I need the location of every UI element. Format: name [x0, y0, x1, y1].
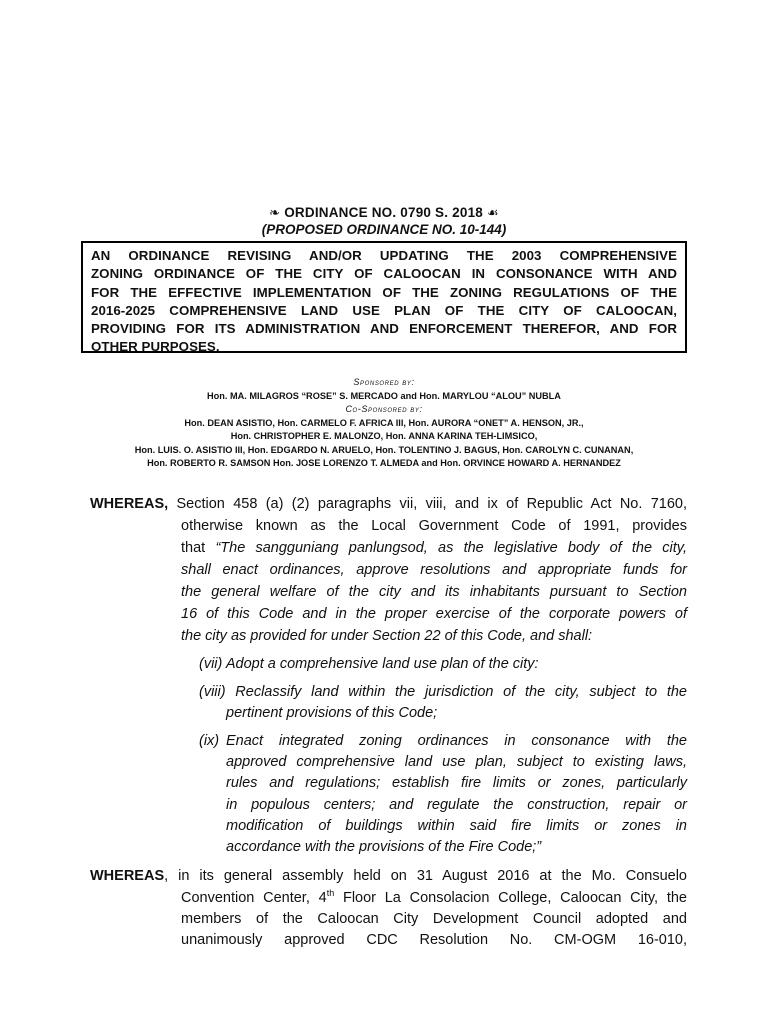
superscript: th	[326, 888, 335, 899]
clause-text: accordance with the provisions of the Fire Code;”	[226, 839, 542, 855]
line-text: otherwise known as the Local Government Code of 1991, provides	[181, 518, 687, 534]
whereas-1-line-1	[90, 494, 687, 515]
whereas-2-line-3	[181, 909, 687, 930]
quote-text: shall enact ordinances, approve resolutions and appropriate funds for	[181, 562, 687, 578]
whereas-1-line-3	[181, 538, 687, 559]
caption-line: PROVIDING FOR ITS ADMINISTRATION AND ENFORCEMENT THEREFOR, AND FOR	[91, 321, 677, 337]
whereas-1-line-4	[181, 560, 687, 581]
clause-text: modification of buildings within said fire limits or zones in	[226, 818, 687, 834]
clause-ix-line-2	[226, 752, 687, 773]
whereas-1-text: Section 458 (a) (2) paragraphs vii, viii, and ix of Republic Act No. 7160,	[176, 496, 688, 512]
caption-line: FOR THE EFFECTIVE IMPLEMENTATION OF THE ZONING REGULATIONS OF THE	[91, 284, 677, 300]
whereas-2-line-4	[181, 930, 687, 951]
co-sponsor-line: Hon. DEAN ASISTIO, Hon. CARMELO F. AFRICA III, Hon. AURORA “ONET” A. HENSON, JR.,	[184, 417, 584, 428]
sponsors-block	[0, 376, 768, 471]
sponsor-names: Hon. MA. MILAGROS “ROSE” S. MERCADO and Hon. MARYLOU “ALOU” NUBLA	[207, 390, 561, 401]
clause-text: in populous centers; and regulate the construction, repair or	[226, 797, 687, 813]
whereas-2-line-2	[181, 888, 687, 909]
ornament-right-icon: ☙	[487, 205, 499, 220]
clause-text: pertinent provisions of this Code;	[226, 705, 438, 721]
ordinance-title	[0, 205, 768, 221]
clause-text: Enact integrated zoning ordinances in consonance with the	[226, 733, 687, 749]
ordinance-caption-box	[81, 241, 687, 353]
clause-ix-line-1	[226, 731, 687, 752]
whereas-label: WHEREAS,	[90, 496, 169, 512]
clause-text: (vii) Adopt a comprehensive land use plan of the city:	[199, 656, 539, 672]
clause-text: (viii) Reclassify land within the jurisdiction of the city, subject to the	[199, 684, 687, 700]
clause-ix-line-5	[226, 816, 687, 837]
whereas-1-line-5	[181, 582, 687, 603]
co-sponsor-line: Hon. LUIS. O. ASISTIO III, Hon. EDGARDO N. ARUELO, Hon. TOLENTINO J. BAGUS, Hon. CAROLYN C. CUNANAN,	[134, 444, 634, 455]
co-sponsor-line: Hon. ROBERTO R. SAMSON Hon. JOSE LORENZO T. ALMEDA and Hon. ORVINCE HOWARD A. HERNANDEZ	[147, 458, 621, 468]
caption-line: OTHER PURPOSES.	[91, 339, 220, 355]
whereas-1-line-6	[181, 604, 687, 625]
line-text: Convention Center, 4	[181, 890, 327, 906]
clause-viii-line-2	[226, 703, 437, 724]
quote-text: “The sangguniang panlungsod, as the legislative body of the city,	[215, 540, 688, 556]
line-text: members of the Caloocan City Development Council adopted and	[181, 911, 687, 927]
ordinance-number: ORDINANCE NO. 0790 S. 2018	[284, 205, 483, 220]
line-text: that	[181, 540, 216, 556]
clause-vii	[199, 654, 539, 675]
line-text: unanimously approved CDC Resolution No. CM-OGM 16-010,	[181, 932, 687, 948]
clause-text: approved comprehensive land use plan, subject to existing laws,	[226, 754, 687, 770]
caption-line: AN ORDINANCE REVISING AND/OR UPDATING THE 2003 COMPREHENSIVE	[91, 248, 677, 263]
clause-ix-line-6	[226, 837, 541, 858]
clause-ix-line-3	[226, 773, 687, 794]
clause-ix-line-4	[226, 795, 687, 816]
whereas-1-line-7	[181, 626, 687, 647]
whereas-label: WHEREAS	[90, 868, 165, 884]
clause-number: (ix)	[199, 733, 220, 749]
proposed-ordinance: (PROPOSED ORDINANCE NO. 10-144)	[261, 222, 507, 237]
co-sponsor-line: Hon. CHRISTOPHER E. MALONZO, Hon. ANNA KARINA TEH-LIMSICO,	[230, 431, 538, 441]
sponsored-by-label: Sponsored by:	[353, 377, 415, 387]
ornament-left-icon: ❧	[269, 205, 281, 220]
whereas-2-line-1	[90, 866, 687, 887]
caption-line: 2016-2025 COMPREHENSIVE LAND USE PLAN OF THE CITY OF CALOOCAN,	[91, 302, 677, 318]
whereas-1-line-2	[181, 516, 687, 537]
caption-line: ZONING ORDINANCE OF THE CITY OF CALOOCAN IN CONSONANCE WITH AND	[91, 266, 677, 282]
quote-text: the general welfare of the city and its inhabitants pursuant to Section	[181, 584, 687, 600]
co-sponsored-by-label: Co-Sponsored by:	[345, 404, 423, 414]
clause-ix-number	[199, 731, 219, 752]
whereas-2-text: , in its general assembly held on 31 August 2016 at the Mo. Consuelo	[164, 868, 687, 884]
clause-text: rules and regulations; establish fire limits or zones, particularly	[226, 775, 687, 791]
quote-text: 16 of this Code and in the proper exercise of the corporate powers of	[181, 606, 687, 622]
quote-text: the city as provided for under Section 22 of this Code, and shall:	[181, 628, 593, 644]
clause-viii-line-1	[199, 682, 687, 703]
line-text: Floor La Consolacion College, Caloocan City, the	[334, 890, 687, 906]
